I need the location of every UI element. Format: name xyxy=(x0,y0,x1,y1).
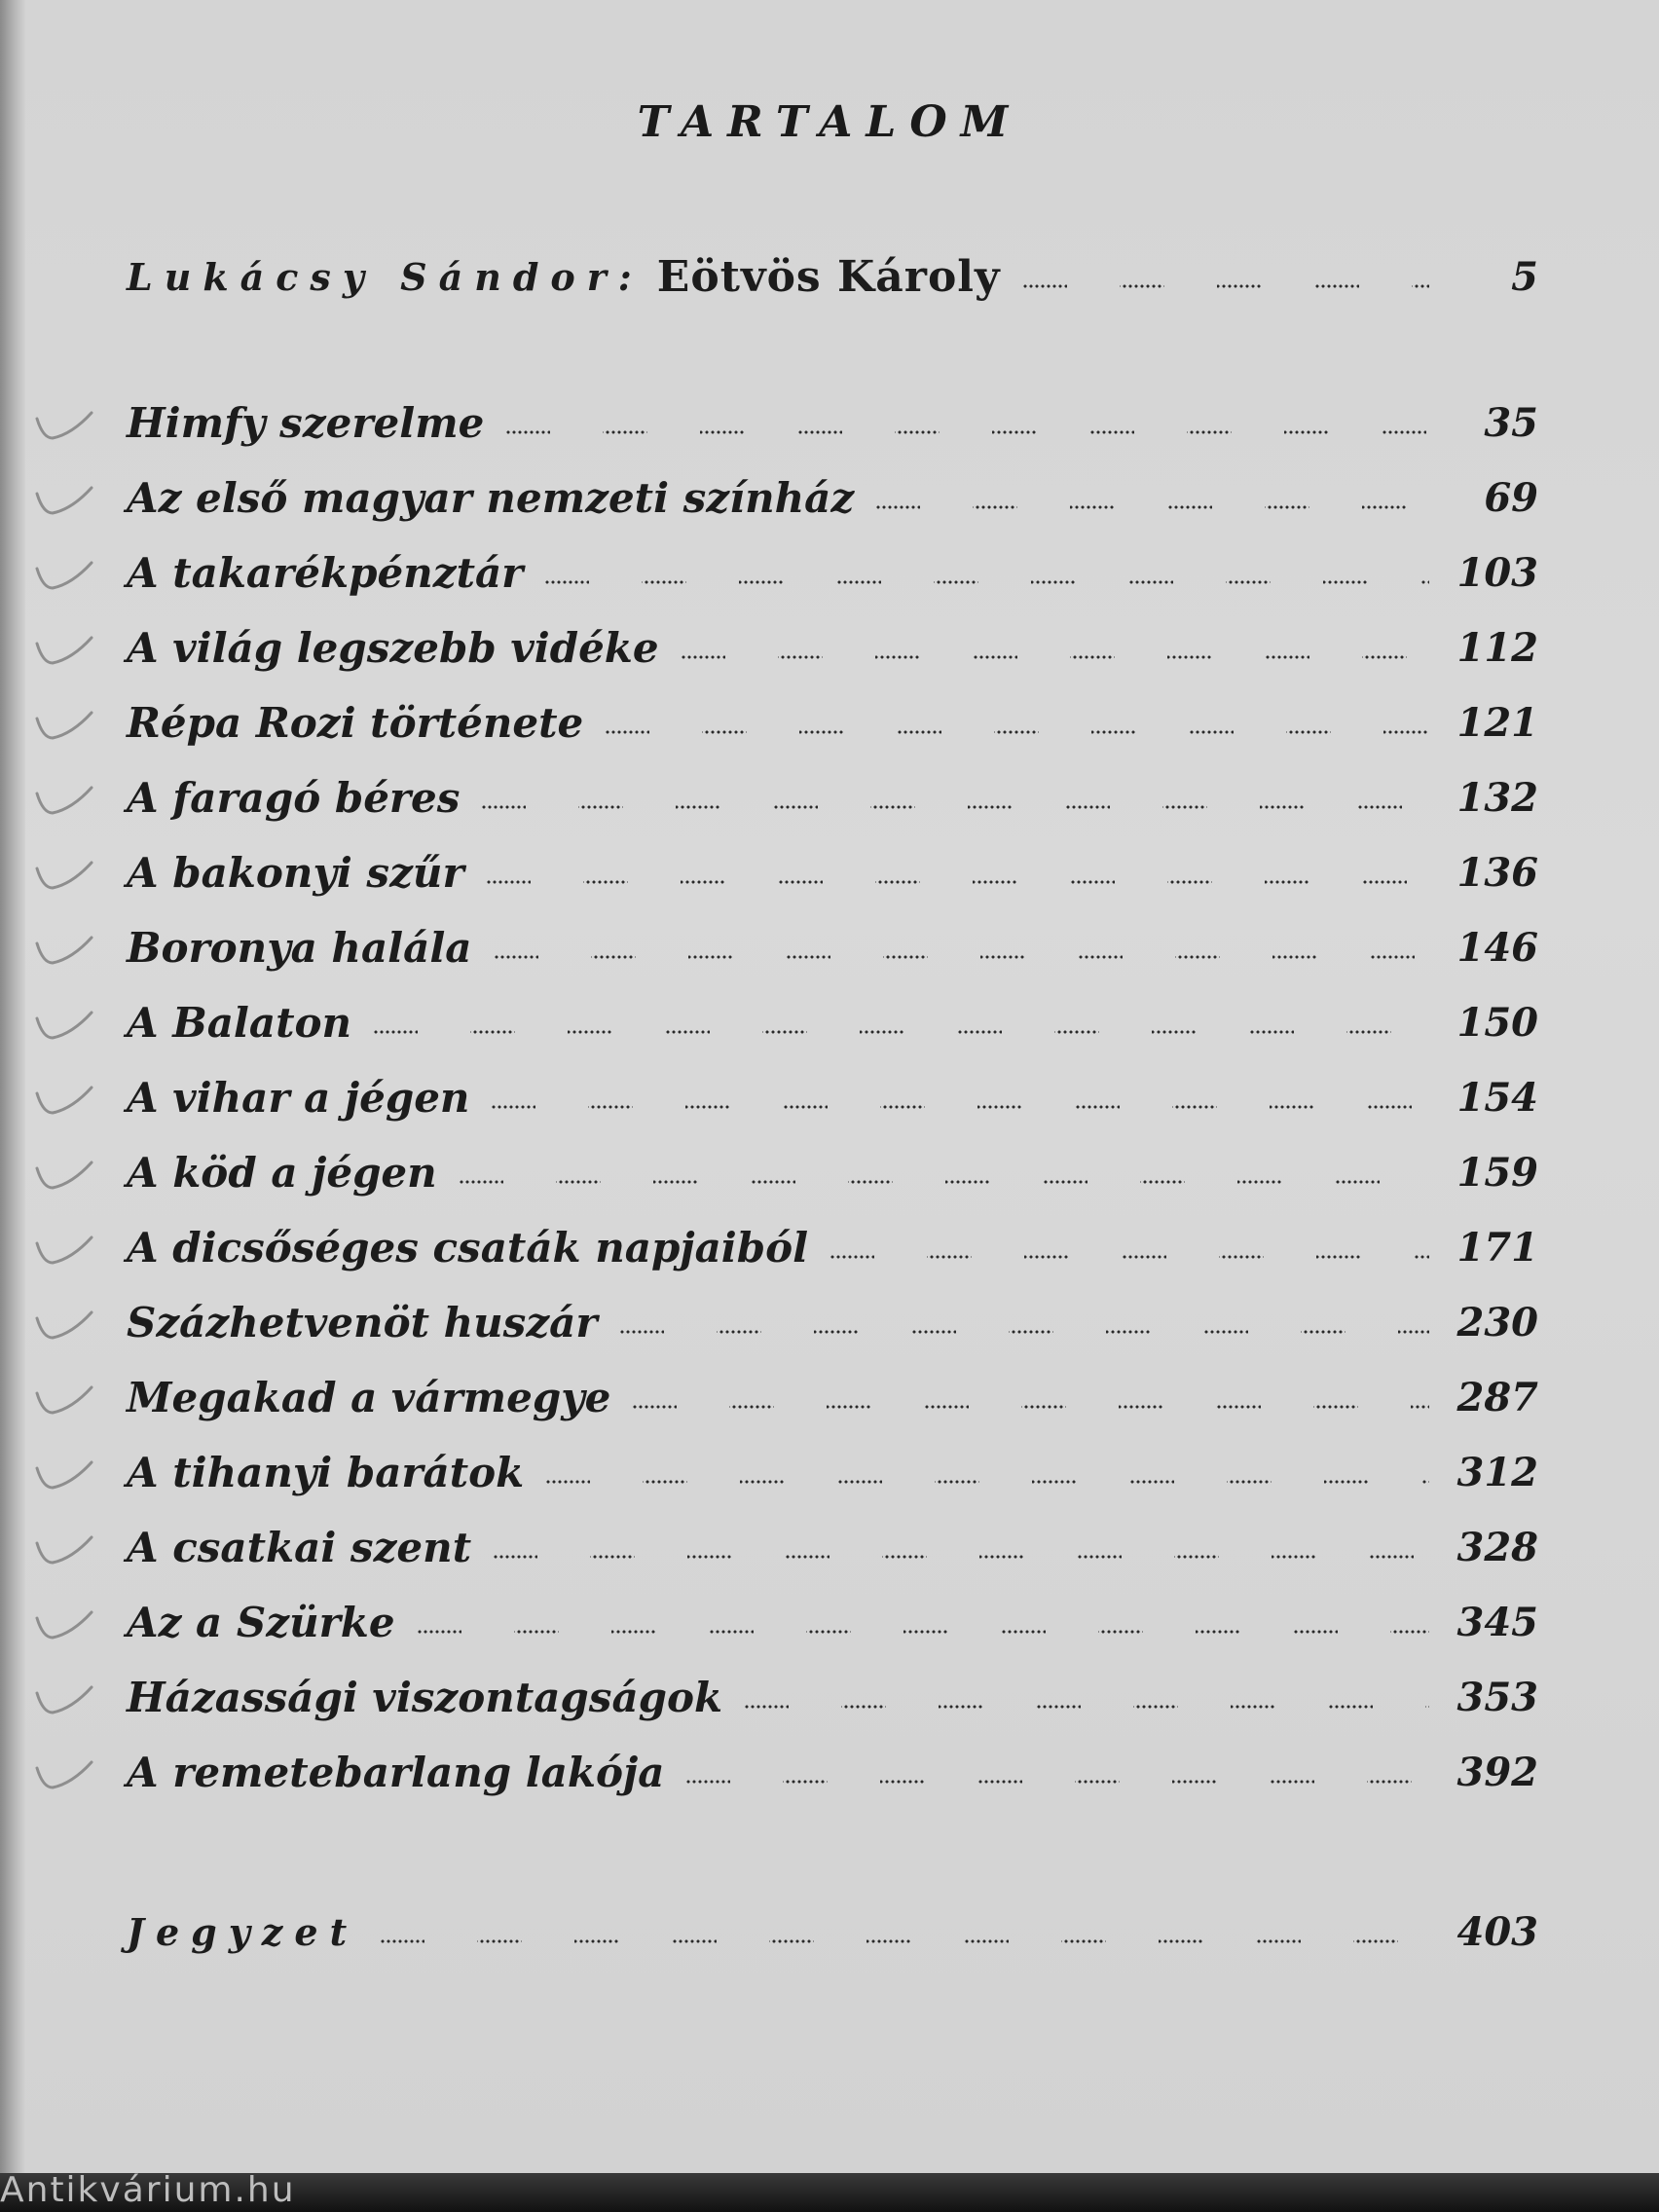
toc-entry-page-number: 154 xyxy=(1456,1075,1538,1121)
pencil-checkmark-icon xyxy=(29,1155,97,1194)
toc-entry-title: Répa Rozi története xyxy=(127,699,584,747)
toc-entry-page-number: 328 xyxy=(1456,1525,1538,1570)
pencil-checkmark-icon xyxy=(29,1754,97,1793)
pencil-checkmark-icon xyxy=(29,1530,97,1568)
dot-leader xyxy=(1022,282,1429,290)
dot-leader xyxy=(605,728,1429,736)
toc-entry-page-number: 353 xyxy=(1456,1675,1538,1720)
dot-leader xyxy=(619,1328,1429,1336)
toc-entry-title: A vihar a jégen xyxy=(127,1074,470,1122)
toc-entry-page-number: 230 xyxy=(1456,1300,1538,1346)
dot-leader xyxy=(744,1703,1429,1711)
toc-entry-page-number: 69 xyxy=(1484,475,1538,521)
toc-entry-page-number: 132 xyxy=(1456,775,1538,821)
pencil-checkmark-icon xyxy=(29,1604,97,1643)
toc-entry-page-number: 112 xyxy=(1456,625,1538,671)
pencil-checkmark-icon xyxy=(29,1305,97,1344)
toc-entry xyxy=(127,1139,1538,1198)
toc-entry-title: A csatkai szent xyxy=(127,1524,472,1571)
toc-entry xyxy=(127,764,1538,823)
dot-leader xyxy=(505,428,1429,436)
toc-entry-title: A dicsőséges csaták napjaiból xyxy=(127,1224,809,1272)
toc-entry-page-number: 121 xyxy=(1456,700,1538,746)
toc-entry xyxy=(127,464,1538,523)
toc-entry xyxy=(127,839,1538,898)
notes-page-number: 403 xyxy=(1456,1909,1538,1955)
toc-entry xyxy=(127,389,1538,448)
dot-leader xyxy=(632,1403,1429,1411)
dot-leader xyxy=(373,1028,1429,1036)
toc-entry-page-number: 287 xyxy=(1456,1375,1538,1420)
page-title: TARTALOM xyxy=(637,97,1022,147)
toc-entry xyxy=(127,1064,1538,1123)
toc-entry-title: A bakonyi szűr xyxy=(127,849,464,897)
pencil-checkmark-icon xyxy=(29,630,97,669)
toc-entry-page-number: 150 xyxy=(1456,1000,1538,1046)
toc-entry xyxy=(127,1589,1538,1647)
toc-entry xyxy=(127,539,1538,598)
toc-entry xyxy=(127,1514,1538,1572)
pencil-checkmark-icon xyxy=(29,855,97,894)
pencil-checkmark-icon xyxy=(29,480,97,519)
pencil-checkmark-icon xyxy=(29,780,97,819)
pencil-checkmark-icon xyxy=(29,1679,97,1718)
toc-entry-title: Házassági viszontagságok xyxy=(127,1674,723,1721)
dot-leader xyxy=(830,1253,1429,1261)
dot-leader xyxy=(459,1178,1429,1186)
dot-leader xyxy=(685,1778,1429,1786)
pencil-checkmark-icon xyxy=(29,930,97,969)
watermark-text: Antikvárium.hu xyxy=(0,2170,296,2210)
toc-entry-page-number: 345 xyxy=(1456,1600,1538,1645)
toc-notes-row xyxy=(127,1899,1538,1957)
toc-entry-page-number: 35 xyxy=(1484,400,1538,446)
dot-leader xyxy=(544,578,1429,586)
toc-entry-title: A Balaton xyxy=(127,999,352,1047)
toc-entry-title: A világ legszebb vidéke xyxy=(127,624,659,672)
dot-leader xyxy=(875,503,1429,511)
toc-entry xyxy=(127,1664,1538,1722)
pencil-checkmark-icon xyxy=(29,705,97,744)
toc-entry xyxy=(127,1439,1538,1497)
toc-entry xyxy=(127,614,1538,673)
toc-entry xyxy=(127,689,1538,748)
toc-entry xyxy=(127,1214,1538,1272)
pencil-checkmark-icon xyxy=(29,1005,97,1044)
pencil-checkmark-icon xyxy=(29,1230,97,1269)
toc-entry-title: A remetebarlang lakója xyxy=(127,1749,665,1796)
toc-entry xyxy=(127,989,1538,1048)
intro-name: Eötvös Károly xyxy=(656,252,1001,302)
toc-entry xyxy=(127,914,1538,973)
dot-leader xyxy=(545,1478,1429,1486)
toc-entry-title: A faragó béres xyxy=(127,774,461,822)
toc-entry-title: Százhetvenöt huszár xyxy=(127,1299,598,1346)
notes-title: Jegyzet xyxy=(127,1910,359,1954)
toc-entry xyxy=(127,1364,1538,1422)
dot-leader xyxy=(494,953,1429,961)
pencil-checkmark-icon xyxy=(29,555,97,594)
intro-page-number: 5 xyxy=(1511,254,1538,300)
dot-leader xyxy=(481,803,1429,811)
intro-author: Lukácsy Sándor: xyxy=(127,255,644,299)
dot-leader xyxy=(417,1628,1429,1636)
toc-entry-title: Az a Szürke xyxy=(127,1599,395,1646)
toc-entry-title: A tihanyi barátok xyxy=(127,1449,525,1496)
dot-leader xyxy=(491,1103,1429,1111)
dot-leader xyxy=(380,1937,1429,1945)
toc-entry-title: Himfy szerelme xyxy=(127,399,485,447)
toc-entry-title: Az első magyar nemzeti színház xyxy=(127,474,855,522)
toc-entry-title: A takarékpénztár xyxy=(127,549,524,597)
toc-entry-page-number: 136 xyxy=(1456,850,1538,896)
dot-leader xyxy=(493,1553,1429,1561)
dot-leader xyxy=(486,878,1429,886)
toc-entry-page-number: 312 xyxy=(1456,1450,1538,1495)
toc-entry-page-number: 392 xyxy=(1456,1750,1538,1795)
toc-entry-page-number: 103 xyxy=(1456,550,1538,596)
toc-intro-row xyxy=(127,243,1538,302)
dot-leader xyxy=(681,653,1429,661)
toc-entry-page-number: 146 xyxy=(1456,925,1538,971)
toc-entry-page-number: 171 xyxy=(1456,1225,1538,1271)
pencil-checkmark-icon xyxy=(29,1380,97,1419)
toc-entry-title: A köd a jégen xyxy=(127,1149,437,1197)
toc-entry xyxy=(127,1739,1538,1797)
toc-entry-title: Boronya halála xyxy=(127,924,472,972)
page-spine-shadow xyxy=(0,0,25,2212)
toc-entry-page-number: 159 xyxy=(1456,1150,1538,1196)
toc-entry xyxy=(127,1289,1538,1347)
pencil-checkmark-icon xyxy=(29,405,97,444)
pencil-checkmark-icon xyxy=(29,1080,97,1119)
toc-entry-title: Megakad a vármegye xyxy=(127,1374,611,1421)
pencil-checkmark-icon xyxy=(29,1455,97,1493)
